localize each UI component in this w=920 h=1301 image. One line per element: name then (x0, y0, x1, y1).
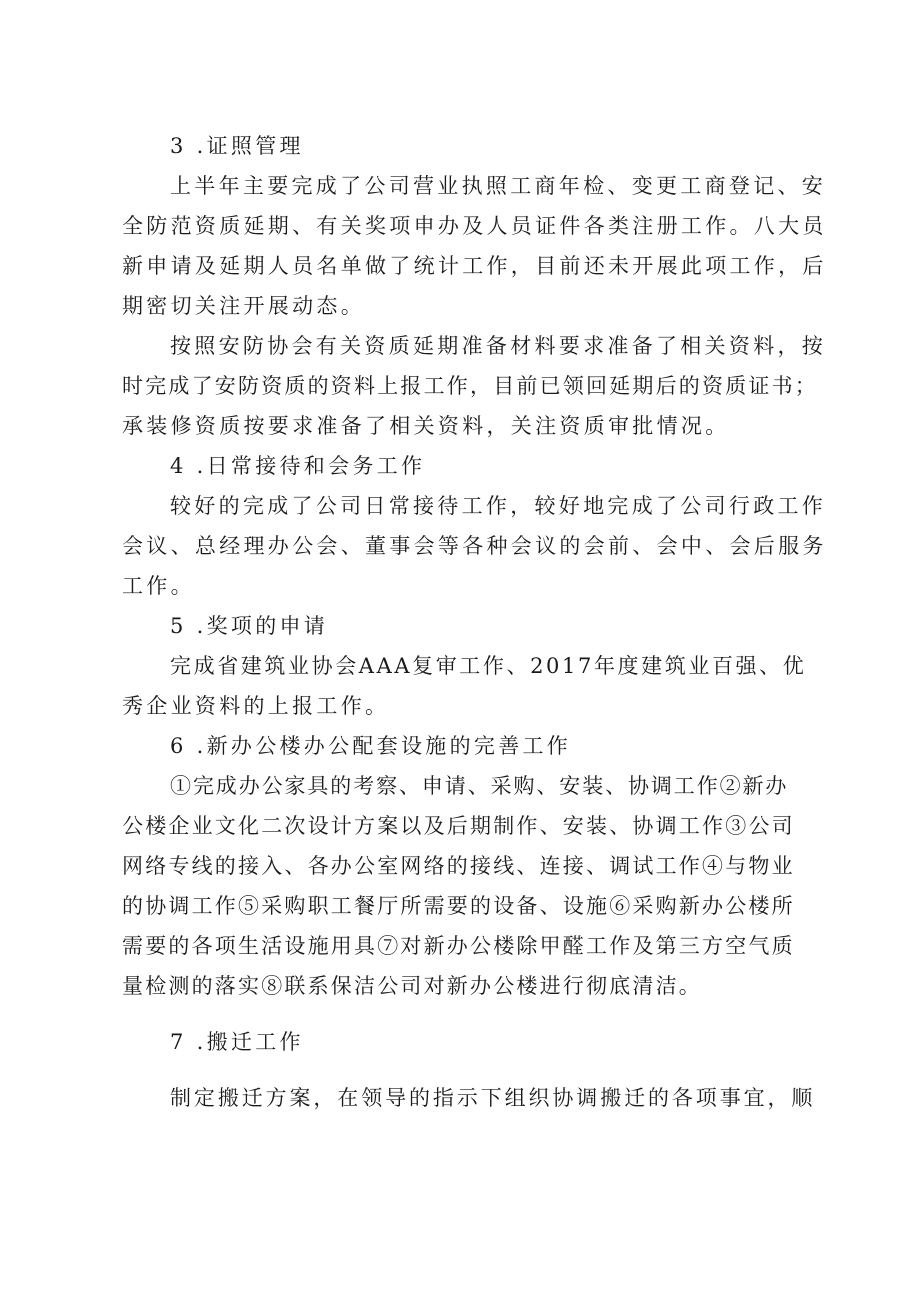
paragraph-line: 较好的完成了公司日常接待工作，较好地完成了公司行政工作 (170, 494, 827, 518)
paragraph-line: 承装修资质按要求准备了相关资料，关注资质审批情况。 (122, 414, 730, 438)
paragraph-line: 会议、总经理办公会、董事会等各种会议的会前、会中、会后服务 (122, 534, 827, 558)
paragraph-line: 量检测的落实⑧联系保洁公司对新办公楼进行彻底清洁。 (122, 974, 702, 998)
paragraph-line: 网络专线的接入、各办公室网络的接线、连接、调试工作④与物业 (122, 854, 795, 878)
paragraph-line: 时完成了安防资质的资料上报工作，目前已领回延期后的资质证书； (122, 374, 818, 398)
section-heading-6: 6 .新办公楼办公配套设施的完善工作 (170, 734, 572, 758)
paragraph-line: 期密切关注开展动态。 (122, 294, 365, 318)
paragraph-line: 制定搬迁方案，在领导的指示下组织协调搬迁的各项事宜，顺 (170, 1086, 816, 1110)
paragraph-line: 的协调工作⑤采购职工餐厅所需要的设备、设施⑥采购新办公楼所 (122, 894, 795, 918)
section-heading-4: 4 .日常接待和会务工作 (170, 454, 426, 478)
section-heading-3: 3 .证照管理 (170, 134, 304, 158)
paragraph-line: 工作。 (122, 574, 195, 598)
paragraph-line: ①完成办公家具的考察、申请、采购、安装、协调工作②新办 (170, 774, 789, 798)
paragraph-line: 全防范资质延期、有关奖项申办及人员证件各类注册工作。八大员 (122, 214, 827, 238)
paragraph-line: 新申请及延期人员名单做了统计工作，目前还未开展此项工作，后 (122, 254, 827, 278)
section-heading-7: 7 .搬迁工作 (170, 1030, 304, 1054)
paragraph-line: 需要的各项生活设施用具⑦对新办公楼除甲醛工作及第三方空气质 (122, 934, 795, 958)
section-heading-5: 5 .奖项的申请 (170, 614, 329, 638)
paragraph-line: 上半年主要完成了公司营业执照工商年检、变更工商登记、安 (170, 174, 827, 198)
paragraph-line: 按照安防协会有关资质延期准备材料要求准备了相关资料，按 (170, 334, 827, 358)
paragraph-line: 完成省建筑业协会AAA复审工作、2017年度建筑业百强、优 (170, 654, 807, 678)
document-body (122, 126, 827, 1118)
paragraph-line: 公楼企业文化二次设计方案以及后期制作、安装、协调工作③公司 (122, 814, 795, 838)
paragraph-line: 秀企业资料的上报工作。 (122, 694, 390, 718)
